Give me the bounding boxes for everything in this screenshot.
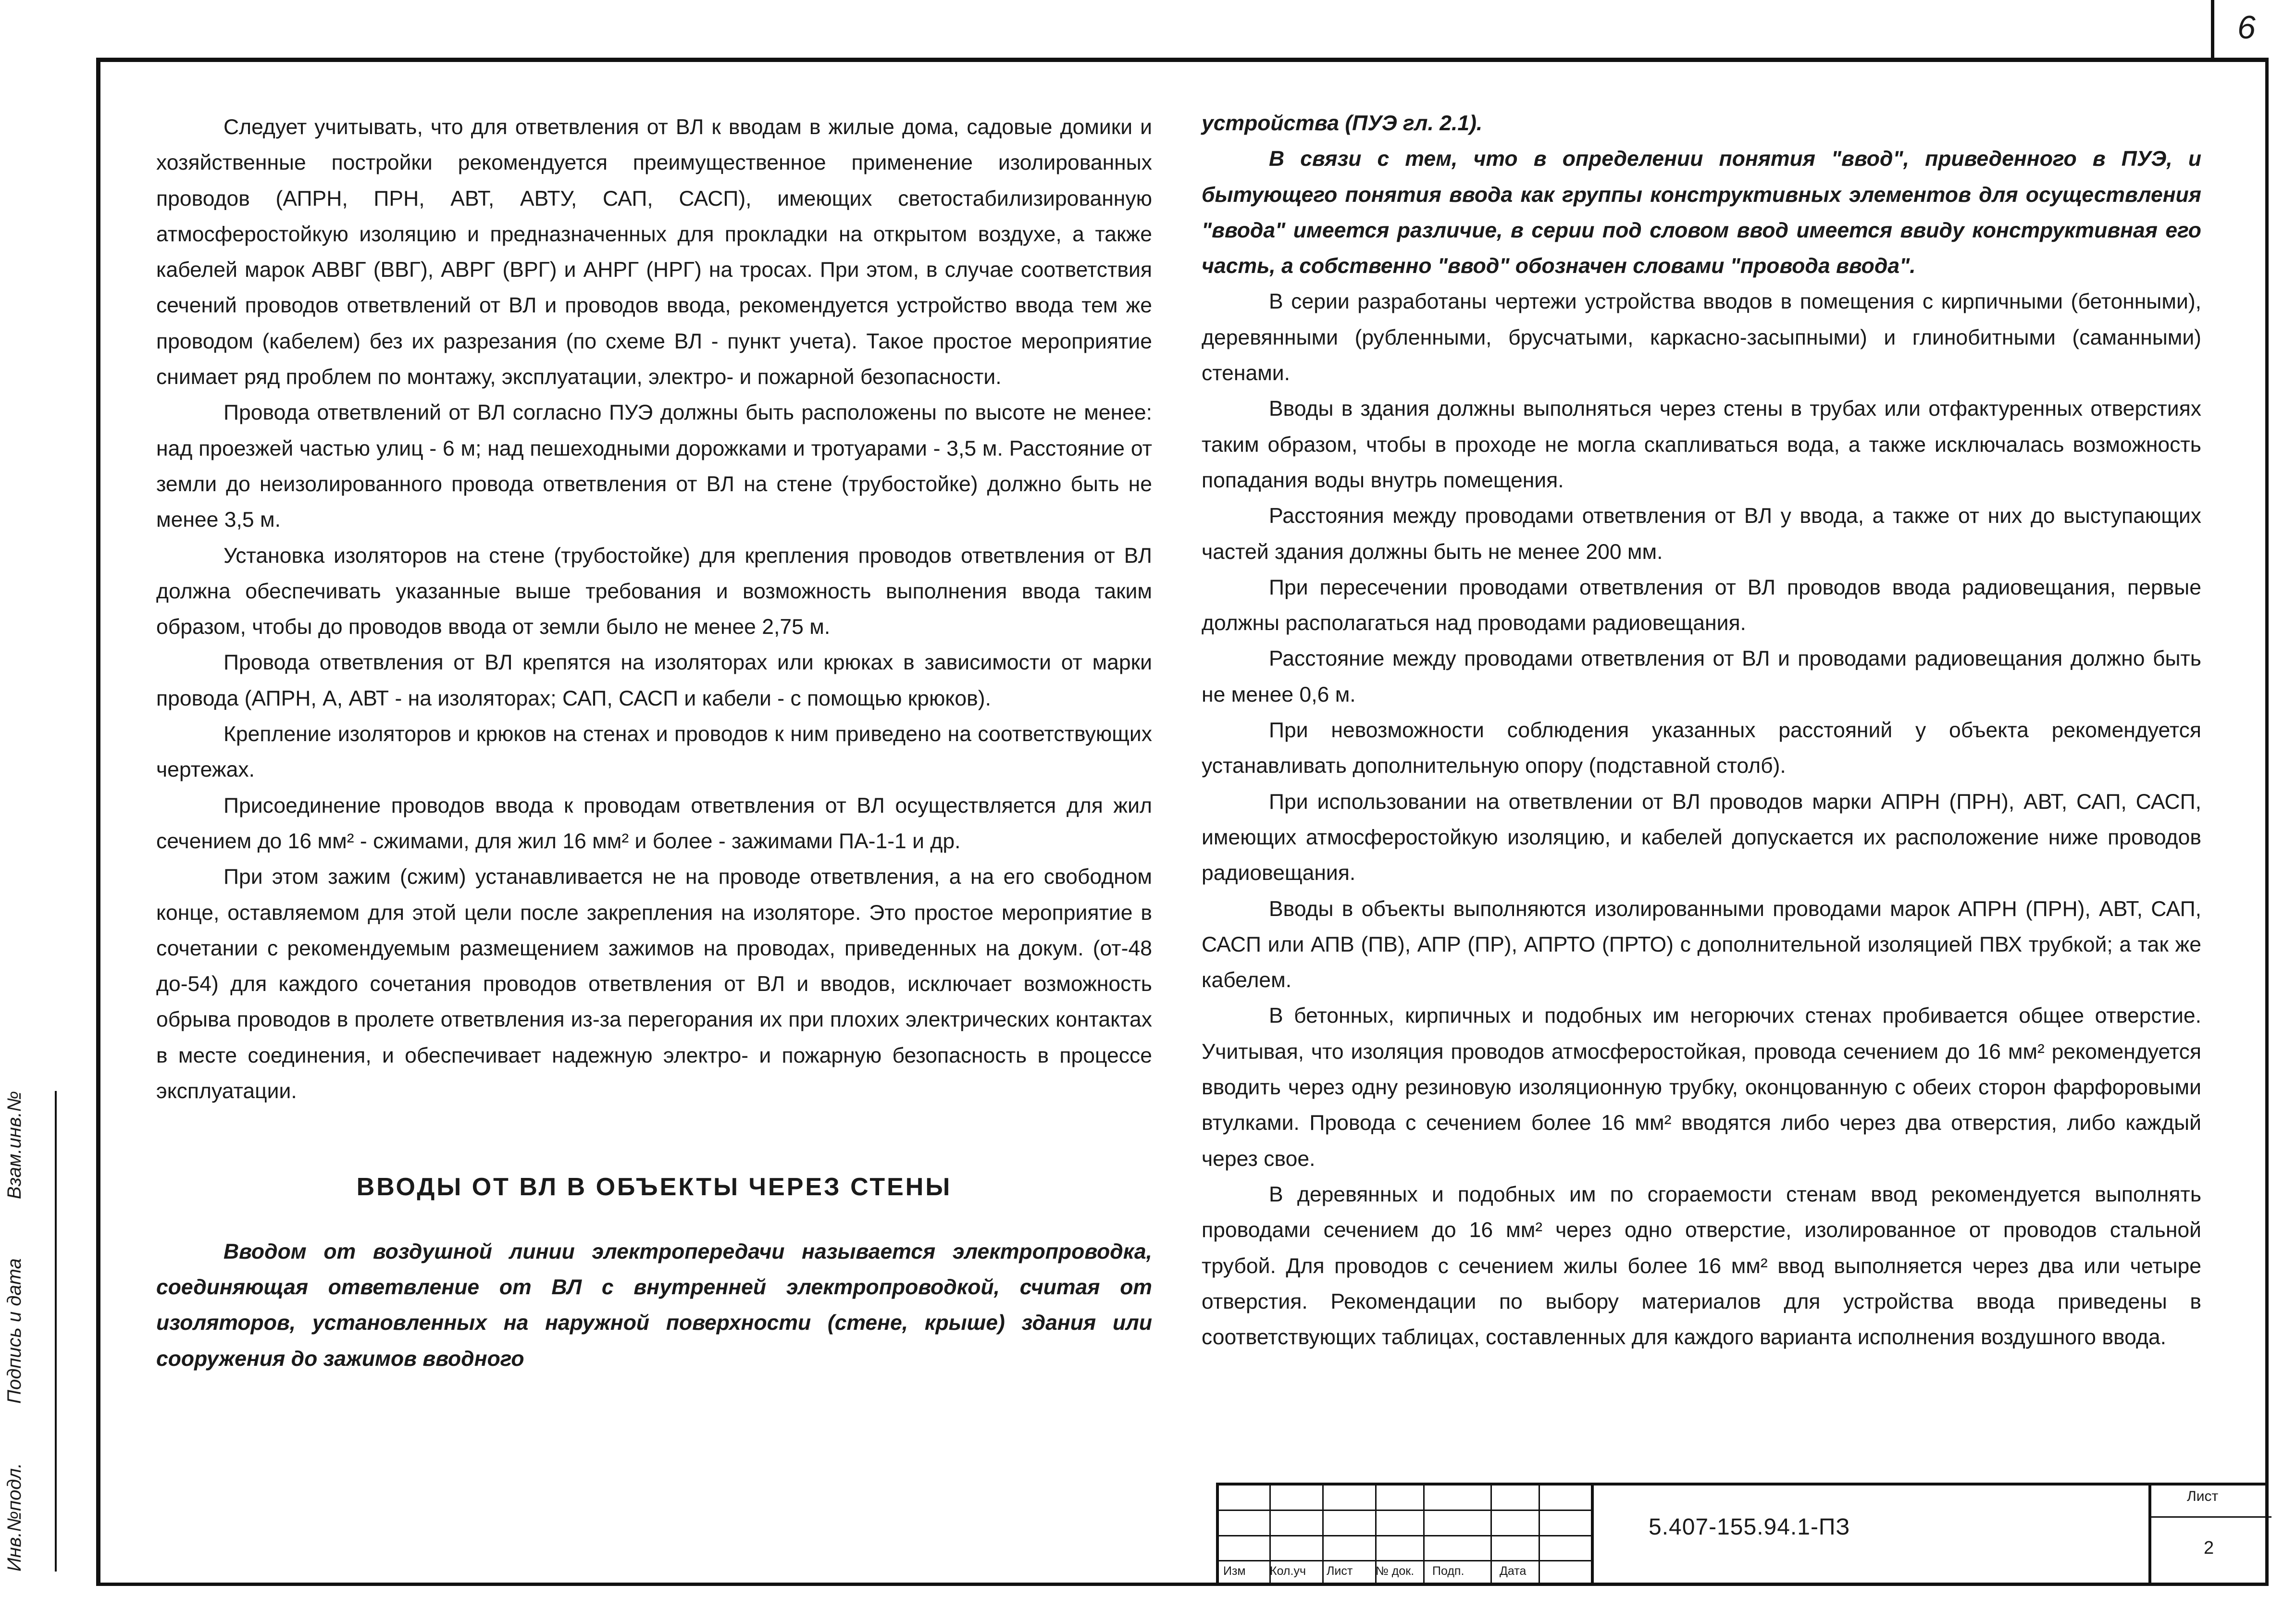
paragraph: Крепление изоляторов и крюков на стенах и проводов к ним приведено на соответствующих чертежах. bbox=[156, 722, 1152, 782]
page-number: 6 bbox=[2237, 9, 2256, 46]
paragraph: Расстояния между проводами ответвления от ВЛ у ввода, а также от них до выступающих частей здания должны быть не менее 200 мм. bbox=[1202, 504, 2201, 564]
paragraph: Установка изоляторов на стене (трубостойке) для крепления проводов ответвления от ВЛ должна обеспечивать указанные выше требования и возможность выполнения ввода таким образом, чтобы до проводов ввода от земли было не менее 2,75 м. bbox=[156, 544, 1152, 639]
paragraph: При пересечении проводами ответвления от ВЛ проводов ввода радиовещания, первые должны располагаться над проводами радиовещания. bbox=[1202, 575, 2201, 635]
revision-column-labels bbox=[1216, 1560, 1591, 1583]
paragraph: Следует учитывать, что для ответвления от ВЛ к вводам в жилые дома, садовые домики и хозяйственные постройки рекомендуется преимущественное применение изолированных проводов (АПРН, ПРН, АВТ, АВТУ, САП, САСП), имеющих светостабилизированную атмосферостойкую изоляцию и предназначенных для прокладки на открытом воздухе, а также кабелей марок АВВГ (ВВГ), АВРГ (ВРГ) и АНРГ (НРГ) на тросах. При этом, в случае соответствия сечений проводов ответвлений от ВЛ и проводов ввода, рекомендуется устройство ввода тем же проводом (кабелем) без их разрезания (по схеме ВЛ - пункт учета). Такое простое мероприятие снимает ряд проблем по монтажу, эксплуатации, электро- и пожарной безопасности. bbox=[156, 115, 1152, 389]
paragraph: В деревянных и подобных им по сгораемости стенам ввод рекомендуется выполнять проводами сечением до 16 мм² через одно отверстие, изолированное от проводов стальной трубой. Для проводов с сечением жилы более 16 мм² ввод выполняется через два или четыре отверстия. Рекомендации по выбору материалов для устройства ввода приведены в соответствующих таблицах, составленных для каждого варианта исполнения воздушного ввода. bbox=[1202, 1182, 2201, 1349]
paragraph: При использовании на ответвлении от ВЛ проводов марки АПРН (ПРН), АВТ, САП, САСП, имеющих атмосферостойкую изоляцию, и кабелей допускается их расположение ниже проводов радиовещания. bbox=[1202, 790, 2201, 885]
definition-paragraph: Вводом от воздушной линии электропередачи называется электропроводка, соединяющая ответвление от ВЛ с внутренней электропроводкой, считая от изоляторов, установленных на наружной поверхности (стене, крыше) здания или сооружения до зажимов вводного bbox=[156, 1239, 1152, 1371]
side-label-inv: Инв.№подл. bbox=[4, 1463, 25, 1572]
paragraph: Вводы в здания должны выполняться через стены в трубах или отфактуренных отверстиях таким образом, чтобы в проходе не могла скапливаться вода, а также исключалась возможность попадания воды внутрь помещения. bbox=[1202, 397, 2201, 492]
side-stamp-labels bbox=[4, 1091, 25, 1572]
col-label-signature: Подп. bbox=[1432, 1564, 1464, 1578]
paragraph: При этом зажим (сжим) устанавливается не на проводе ответвления, а на его свободном конце, оставляемом для этой цели после закрепления на изоляторе. Это простое мероприятие в сочетании с рекомендуемым размещением зажимов на проводах, приведенных на докум. (от-48 до-54) для каждого сочетания проводов ответвления от ВЛ и вводов, исключает возможность обрыва проводов в пролете ответвления из-за перегорания их при плохих электрических контактах в месте соединения, и обеспечивает надежную электро- и пожарную безопасность в процессе эксплуатации. bbox=[156, 865, 1152, 1103]
paragraph: В серии разработаны чертежи устройства вводов в помещения с кирпичными (бетонными), деревянными (рубленными, брусчатыми, каркасно-засыпными) и глинобитными (саманными) стенами. bbox=[1202, 290, 2201, 385]
col-label-sheet: Лист bbox=[1327, 1564, 1353, 1578]
continuation-line: устройства (ПУЭ гл. 2.1). bbox=[1202, 111, 1483, 135]
document-code: 5.407-155.94.1-ПЗ bbox=[1649, 1514, 1850, 1540]
sheet-label: Лист bbox=[2187, 1488, 2219, 1504]
col-label-doc: № док. bbox=[1376, 1564, 1415, 1578]
title-block bbox=[1216, 1483, 2269, 1586]
paragraph: Вводы в объекты выполняются изолированными проводами марок АПРН (ПРН), АВТ, САП, САСП или АПВ (ПВ), АПР (ПР), АПРТО (ПРТО) с дополнительной изоляцией ПВХ трубкой; а так же кабелем. bbox=[1202, 897, 2201, 992]
paragraph: В бетонных, кирпичных и подобных им негорючих стенах пробивается общее отверстие. Учитывая, что изоляция проводов атмосферостойкая, провода сечением до 16 мм² рекомендуется вводить через одну резиновую изоляционную трубку, оконцованную с обеих сторон фарфоровыми втулками. Провода с сечением более 16 мм² вводятся либо через два отверстия, либо каждый через свое. bbox=[1202, 1004, 2201, 1171]
paragraph: Провода ответвления от ВЛ крепятся на изоляторах или крюках в зависимости от марки провода (АПРН, А, АВТ - на изоляторах; САП, САСП и кабели - с помощью крюков). bbox=[156, 651, 1152, 710]
bold-note: В связи с тем, что в определении понятия "ввод", приведенного в ПУЭ, и бытующего понятия ввода как группы конструктивных элементов для осуществления "ввода" имеется различие, в серии под словом ввод имеется ввиду конструктивная его часть, а собственно "ввод" обозначен словами "провода ввода". bbox=[1202, 147, 2201, 278]
paragraph: При невозможности соблюдения указанных расстояний у объекта рекомендуется устанавливать дополнительную опору (подставной столб). bbox=[1202, 718, 2201, 778]
right-column bbox=[1202, 106, 2201, 1355]
paragraph: Присоединение проводов ввода к проводам ответвления от ВЛ осуществляется для жил сечением до 16 мм² - сжимами, для жил 16 мм² и более - зажимами ПА-1-1 и др. bbox=[156, 793, 1152, 853]
col-label-date: Дата bbox=[1500, 1564, 1527, 1578]
col-label-count: Кол.уч bbox=[1270, 1564, 1306, 1578]
left-column bbox=[156, 110, 1152, 1377]
paragraph: Расстояние между проводами ответвления от ВЛ и проводами радиовещания должно быть не менее 0,6 м. bbox=[1202, 647, 2201, 706]
side-label-signature: Подпись и дата bbox=[4, 1258, 25, 1404]
col-label-change: Изм bbox=[1223, 1564, 1246, 1578]
side-label-replace: Взам.инв.№ bbox=[4, 1091, 25, 1200]
paragraph: Провода ответвлений от ВЛ согласно ПУЭ должны быть расположены по высоте не менее: над проезжей частью улиц - 6 м; над пешеходными дорожками и тротуарами - 3,5 м. Расстояние от земли до неизолированного провода ответвления от ВЛ на стене (трубостойке) должно быть не менее 3,5 м. bbox=[156, 401, 1152, 532]
section-heading: ВВОДЫ ОТ ВЛ В ОБЪЕКТЫ ЧЕРЕЗ СТЕНЫ bbox=[356, 1173, 952, 1201]
sheet-number: 2 bbox=[2204, 1538, 2214, 1558]
